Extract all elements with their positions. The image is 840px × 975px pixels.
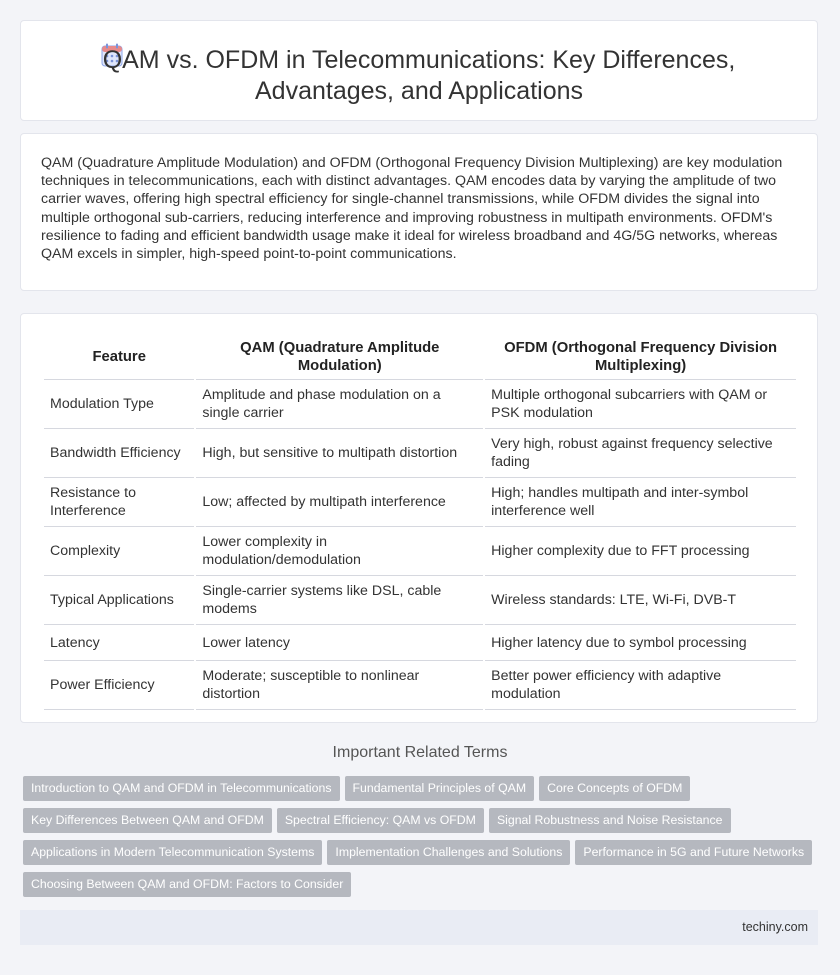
table-cell-qam: Amplitude and phase modulation on a single carrier: [196, 380, 483, 429]
column-header-qam: QAM (Quadrature Amplitude Modulation): [196, 335, 483, 380]
table-cell-feature: Typical Applications: [44, 576, 194, 625]
table-cell-ofdm: Multiple orthogonal subcarriers with QAM or PSK modulation: [485, 380, 796, 429]
table-cell-feature: Resistance to Interference: [44, 478, 194, 527]
tag-row: [23, 776, 813, 808]
related-terms-list: [23, 776, 813, 904]
table-cell-ofdm: Very high, robust against frequency selective fading: [485, 429, 796, 478]
table-row: [44, 527, 796, 576]
comparison-table: [42, 335, 798, 710]
tag-row: [23, 872, 813, 904]
table-cell-ofdm: High; handles multipath and inter-symbol interference well: [485, 478, 796, 527]
related-term-tag[interactable]: Choosing Between QAM and OFDM: Factors to Consider: [23, 872, 351, 897]
related-term-tag[interactable]: Implementation Challenges and Solutions: [327, 840, 570, 865]
table-header-row: [44, 335, 796, 380]
related-term-tag[interactable]: Signal Robustness and Noise Resistance: [489, 808, 731, 833]
intro-card: [20, 133, 818, 291]
related-term-tag[interactable]: Applications in Modern Telecommunication Systems: [23, 840, 322, 865]
tag-row: [23, 808, 813, 840]
table-cell-qam: Low; affected by multipath interference: [196, 478, 483, 527]
table-cell-qam: Single-carrier systems like DSL, cable modems: [196, 576, 483, 625]
table-cell-qam: Moderate; susceptible to nonlinear distortion: [196, 661, 483, 710]
related-term-tag[interactable]: Core Concepts of OFDM: [539, 776, 690, 801]
table-row: [44, 478, 796, 527]
table-cell-qam: Lower complexity in modulation/demodulation: [196, 527, 483, 576]
table-cell-ofdm: Higher complexity due to FFT processing: [485, 527, 796, 576]
table-row: [44, 661, 796, 710]
table-cell-feature: Bandwidth Efficiency: [44, 429, 194, 478]
related-terms-heading: Important Related Terms: [332, 744, 508, 761]
column-header-feature: Feature: [44, 335, 194, 380]
table-row: [44, 429, 796, 478]
related-term-tag[interactable]: Spectral Efficiency: QAM vs OFDM: [277, 808, 484, 833]
related-term-tag[interactable]: Introduction to QAM and OFDM in Telecommunications: [23, 776, 340, 801]
table-cell-ofdm: Higher latency due to symbol processing: [485, 625, 796, 661]
table-cell-qam: Lower latency: [196, 625, 483, 661]
related-term-tag[interactable]: Performance in 5G and Future Networks: [575, 840, 812, 865]
table-cell-feature: Complexity: [44, 527, 194, 576]
table-row: [44, 380, 796, 429]
footer: [20, 910, 818, 945]
page-title: QAM vs. OFDM in Telecommunications: Key Differences, Advantages, and Applications: [102, 46, 736, 105]
table-cell-feature: Modulation Type: [44, 380, 194, 429]
table-row: [44, 576, 796, 625]
table-cell-feature: Latency: [44, 625, 194, 661]
comparison-card: [20, 313, 818, 723]
footer-site-link[interactable]: techiny.com: [742, 920, 808, 934]
intro-paragraph: QAM (Quadrature Amplitude Modulation) and OFDM (Orthogonal Frequency Division Multiplexing) are key modulation techniques in telecommunications, each with distinct advantages. QAM encodes data by varying the amplitude of two carrier waves, offering high spectral efficiency for single-channel transmissions, while OFDM divides the signal into multiple orthogonal sub-carriers, reducing interference and improving robustness in multipath environments. OFDM's resilience to fading and efficient bandwidth usage make it ideal for wireless broadband and 4G/5G networks, whereas QAM excels in simpler, high-speed point-to-point communications.: [41, 155, 783, 263]
table-cell-ofdm: Better power efficiency with adaptive modulation: [485, 661, 796, 710]
tag-row: [23, 840, 813, 872]
title-card: [20, 20, 818, 121]
table-cell-feature: Power Efficiency: [44, 661, 194, 710]
related-term-tag[interactable]: Fundamental Principles of QAM: [345, 776, 535, 801]
column-header-ofdm: OFDM (Orthogonal Frequency Division Multiplexing): [485, 335, 796, 380]
table-row: [44, 625, 796, 661]
related-term-tag[interactable]: Key Differences Between QAM and OFDM: [23, 808, 272, 833]
table-cell-ofdm: Wireless standards: LTE, Wi-Fi, DVB-T: [485, 576, 796, 625]
table-cell-qam: High, but sensitive to multipath distortion: [196, 429, 483, 478]
